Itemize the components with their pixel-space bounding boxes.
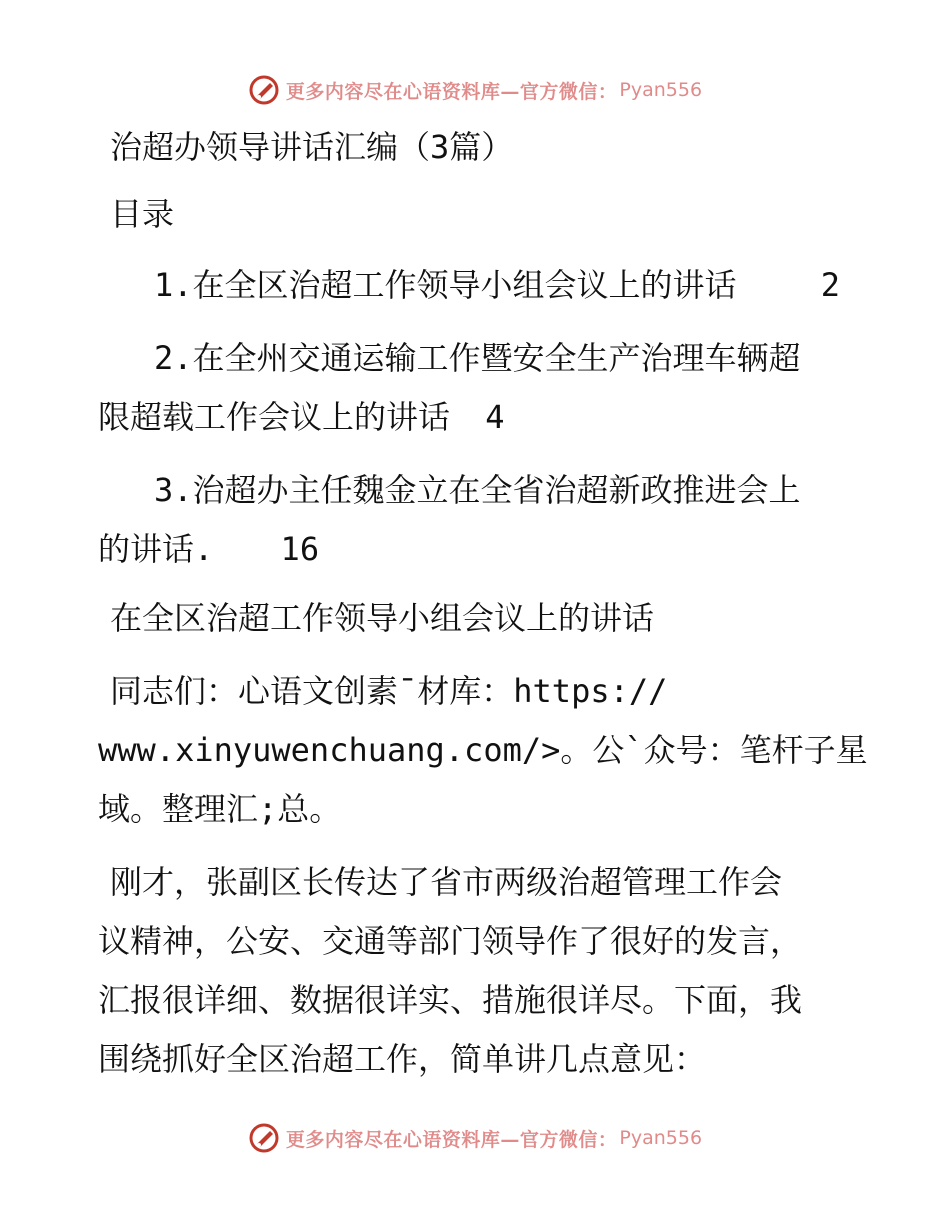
watermark-account: Pyan556 [619, 79, 703, 101]
pen-logo-icon [248, 74, 280, 106]
watermark-banner-top [0, 70, 950, 110]
document-title: 治超办领导讲话汇编（3篇） [110, 128, 514, 166]
document-body [98, 118, 868, 1089]
toc-list [98, 256, 858, 579]
watermark-text: 更多内容尽在心语资料库—官方微信： [285, 1128, 618, 1151]
watermark-text: 更多内容尽在心语资料库—官方微信： [285, 80, 618, 103]
toc-item-text-cont [98, 388, 858, 447]
toc-item-text: 1.在全区治超工作领导小组会议上的讲话 [154, 266, 737, 304]
greeting-line: www.xinyuwenchuang.com/>。公`众号：笔杆子星 [98, 731, 868, 769]
toc-heading: 目录 [110, 195, 175, 233]
toc-item-page: 2 [820, 266, 840, 304]
toc-item-page: 4 [485, 398, 505, 436]
watermark-account: Pyan556 [619, 1127, 703, 1149]
section-title: 在全区治超工作领导小组会议上的讲话 [110, 599, 655, 637]
toc-item-page: 16 [280, 530, 320, 568]
greeting-paragraph [98, 662, 868, 839]
paragraph-line: 汇报很详细、数据很详实、措施很详尽。下面，我 [98, 981, 803, 1019]
paragraph-line: 刚才，张副区长传达了省市两级治超管理工作会 [110, 863, 783, 901]
toc-item[interactable] [98, 329, 858, 447]
toc-item-text-cont [98, 520, 858, 579]
toc-item[interactable] [98, 256, 858, 315]
body-paragraph [98, 853, 858, 1089]
toc-item-text: 2.在全州交通运输工作暨安全生产治理车辆超 [154, 339, 801, 377]
paragraph-line: 围绕抓好全区治超工作，简单讲几点意见： [98, 1040, 707, 1078]
watermark-banner-bottom [0, 1118, 950, 1158]
toc-item[interactable] [98, 461, 858, 579]
toc-item-text-line2: 的讲话. [98, 530, 214, 568]
toc-item-text: 3.治超办主任魏金立在全省治超新政推进会上 [154, 471, 801, 509]
pen-logo-icon [248, 1122, 280, 1154]
toc-item-text-line2: 限超载工作会议上的讲话 [98, 398, 451, 436]
greeting-line: 同志们：心语文创素¯材库：https:// [110, 672, 668, 710]
greeting-line: 域。整理汇;总。 [98, 790, 342, 828]
paragraph-line: 议精神，公安、交通等部门领导作了很好的发言， [98, 922, 803, 960]
